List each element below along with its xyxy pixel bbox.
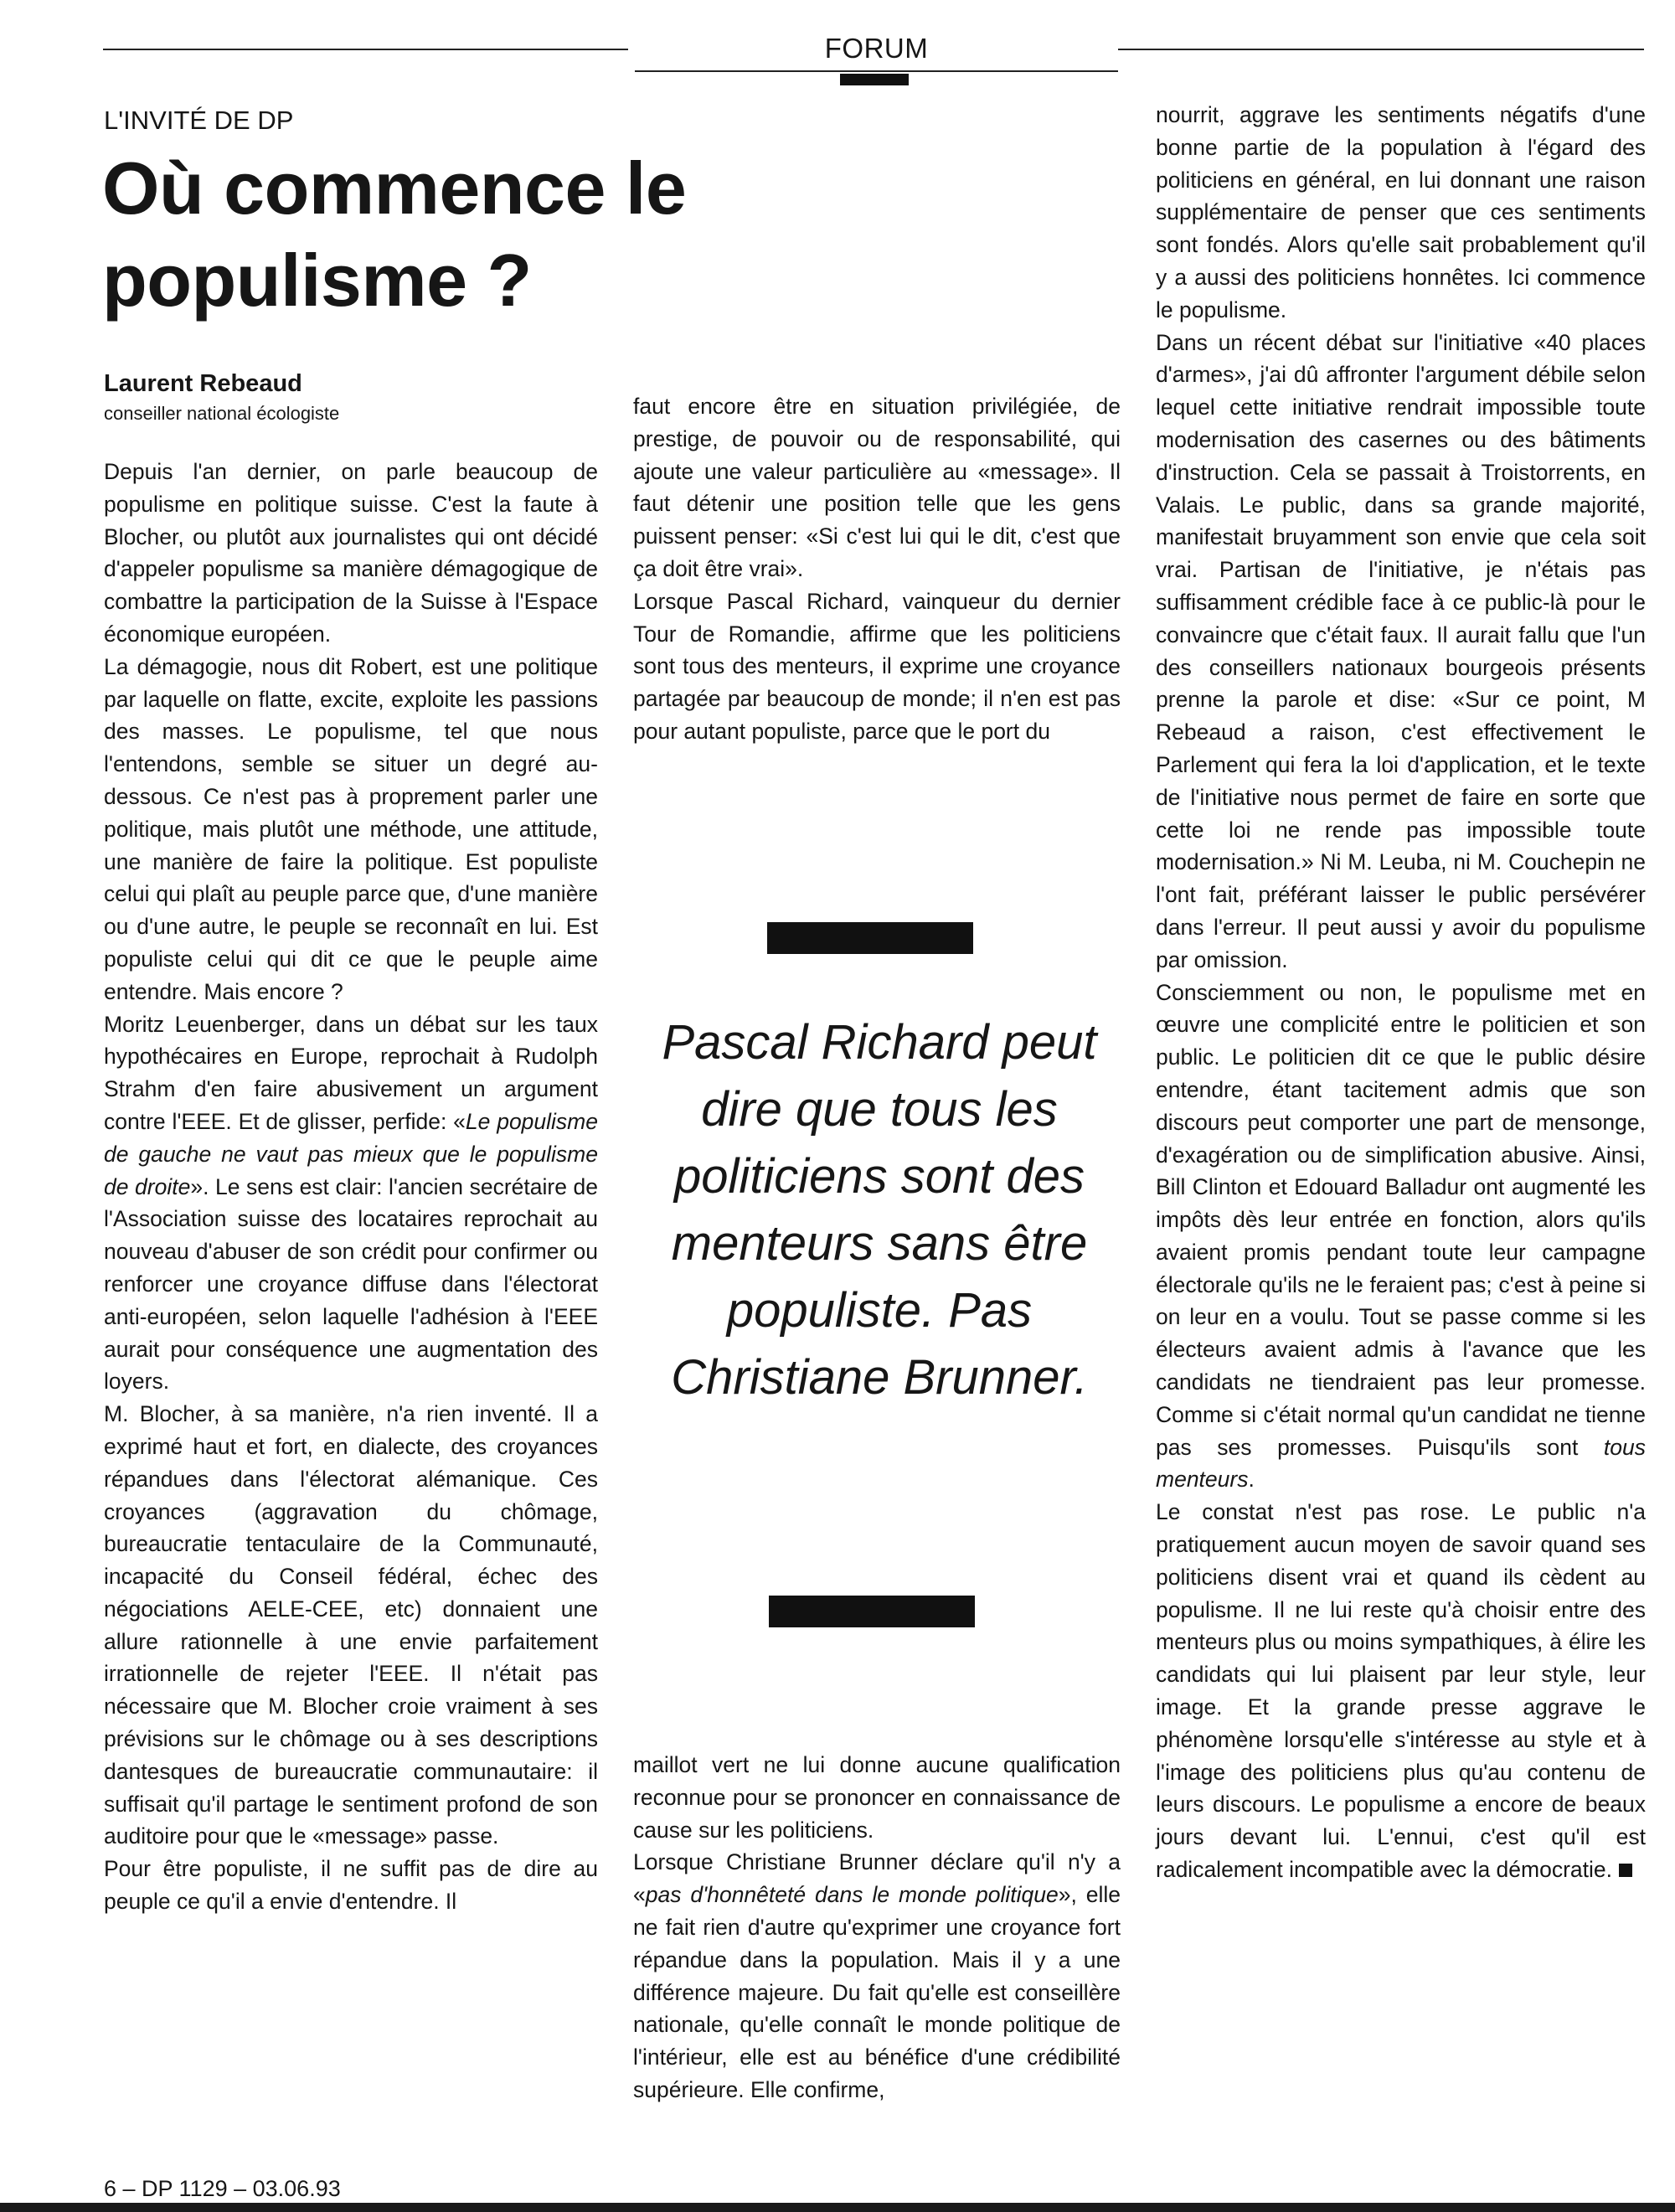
italic-phrase: tous menteurs	[1156, 1434, 1646, 1493]
section-tab-marker	[840, 74, 909, 85]
pull-quote-bar-bottom	[769, 1596, 975, 1627]
paragraph: Lorsque Pascal Richard, vainqueur du dernier Tour de Romandie, affirme que les politiciens sont tous des menteurs, il exprime une croyance partagée par beaucoup de monde; il n'en est pas pour autant populiste, parce que le port du	[633, 588, 1121, 744]
author-role: conseiller national écologiste	[104, 403, 340, 424]
column-2-bottom	[633, 1749, 1121, 2106]
paragraph: La démagogie, nous dit Robert, est une politique par laquelle on flatte, excite, exploite les passions des masses. Le populisme, tel que nous l'entendons, semble se situer un degré au-dessous. Ce n'est pas à proprement parler une politique, mais plutôt une méthode, une attitude, une manière de faire la politique. Est populiste celui qui plaît au peuple parce que, d'une manière ou d'une autre, le peuple se reconnaît en lui. Est populiste celui qui dit ce que le peuple aime entendre. Mais encore ?	[104, 653, 598, 1004]
article-title: Où commence le populisme ?	[102, 147, 687, 322]
paragraph: faut encore être en situation privilégiée, de prestige, de pouvoir ou de responsabilité, qui ajoute une valeur particulière au «message». Il faut détenir une position telle que les gens puissent penser: «Si c'est lui qui le dit, c'est que ça doit être vrai».	[633, 394, 1121, 581]
paragraph: Le constat n'est pas rose. Le public n'a pratiquement aucun moyen de savoir quand ses politiciens disent vrai et quand ils cèdent au populisme. Il ne lui reste qu'à choisir entre des menteurs plus ou moins sympathiques, à élire les candidats qui lui plaisent par leur style, leur image. Et la grande presse aggrave le phénomène lorsqu'elle s'intéresse au style et à l'image des politiciens plus qu'au contenu de leurs discours. Le populisme a encore de beaux jours devant lui. L'ennui, c'est qu'il est radicalement incompatible avec la démocratie.	[1156, 1499, 1646, 1883]
column-3	[1156, 99, 1646, 1886]
author-name: Laurent Rebeaud	[104, 370, 302, 397]
section-label: FORUM	[824, 33, 929, 64]
column-2-top	[633, 390, 1121, 748]
quote-leuenberger: Le populisme de gauche ne vaut pas mieux que le populisme de droite	[104, 1108, 598, 1199]
header-rule-left	[103, 49, 628, 50]
article-kicker: L'INVITÉ DE DP	[104, 106, 294, 135]
paragraph: M. Blocher, à sa manière, n'a rien inventé. Il a exprimé haut et fort, en dialecte, des croyances répandues dans l'électorat alémanique. Ces croyances (aggravation du chômage, bureaucratie tentaculaire de la Communauté, incapacité du Conseil fédéral, échec des négociations AELE-CEE, etc) donnaient une allure rationnelle à une envie parfaitement irrationnelle de rejeter l'EEE. Il n'était pas nécessaire que M. Blocher croie vraiment à ses prévisions sur le chômage ou à ses descriptions dantesques de bureaucratie communautaire: il suffisait qu'il partage le sentiment profond de son auditoire pour que le «message» passe.	[104, 1401, 598, 1849]
paragraph: maillot vert ne lui donne aucune qualification reconnue pour se prononcer en connaissance de cause sur les politiciens.	[633, 1752, 1121, 1843]
paragraph: Lorsque Christiane Brunner déclare qu'il n'y a «pas d'honnêteté dans le monde politique», elle ne fait rien d'autre qu'exprimer une croyance fort répandue dans la population. Mais il y a une différence majeure. Du fait qu'elle est conseillère nationale, qu'elle connaît le monde politique de l'intérieur, elle est au bénéfice d'une crédibilité supérieure. Elle confirme,	[633, 1849, 1121, 2102]
paragraph: Moritz Leuenberger, dans un débat sur les taux hypothécaires en Europe, reprochait à Rudolph Strahm d'en faire abusivement un argument contre l'EEE. Et de glisser, perfide: «Le populisme de gauche ne vaut pas mieux que le populisme de droite». Le sens est clair: l'ancien secrétaire de l'Association suisse des locataires reprochait au nouveau d'abuser de son crédit pour confirmer ou renforcer une croyance diffuse dans l'électorat anti-européen, selon laquelle l'adhésion à l'EEE aurait pour conséquence une augmentation des loyers.	[104, 1011, 598, 1395]
page-folio: 6 – DP 1129 – 03.06.93	[104, 2176, 341, 2201]
header-rule-right	[1118, 49, 1644, 50]
paragraph: Dans un récent débat sur l'initiative «40 places d'armes», j'ai dû affronter l'argument débile selon lequel cette initiative rendrait impossible toute modernisation des casernes ou des bâtiments d'instruction. Cela se passait à Troistorrents, en Valais. Le public, dans sa grande majorité, manifestait bruyamment son envie que cela soit vrai. Partisan de l'initiative, je n'étais pas suffisamment crédible face à ce public-là pour le convaincre que c'était faux. Il aurait fallu que l'un des conseillers nationaux bourgeois présents prenne la parole et dise: «Sur ce point, M Rebeaud a raison, c'est effectivement le Parlement qui fera la loi d'application, et le texte de l'initiative nous permet de faire en sorte que cette loi ne rende pas impossible toute modernisation.» Ni M. Leuba, ni M. Couchepin ne l'ont fait, préférant laisser le public persévérer dans l'erreur. Il peut aussi y avoir du populisme par omission.	[1156, 329, 1646, 972]
pull-quote-bar-top	[767, 922, 973, 954]
end-of-article-mark	[1619, 1864, 1632, 1877]
paragraph: Depuis l'an dernier, on parle beaucoup de populisme en politique suisse. C'est la faute à Blocher, ou plutôt aux journalistes qui ont décidé d'appeler populisme sa manière démagogique de combattre la participation de la Suisse à l'Espace économique européen.	[104, 459, 598, 647]
column-1	[104, 456, 598, 1918]
quote-brunner: pas d'honnêteté dans le monde politique	[645, 1882, 1059, 1908]
paragraph: Pour être populiste, il ne suffit pas de dire au peuple ce qu'il a envie d'entendre. Il	[104, 1856, 598, 1915]
pull-quote: Pascal Richard peut dire que tous les politiciens sont des menteurs sans être populiste. Pas Christiane Brunner.	[662, 1015, 1097, 1405]
page-bottom-edge	[0, 2203, 1675, 2212]
paragraph: Consciemment ou non, le populisme met en œuvre une complicité entre le politicien et son public. Le politicien dit ce que le public désire entendre, étant tacitement admis que son discours peut comporter une part de mensonge, d'exagération ou de simplification abusive. Ainsi, Bill Clinton et Edouard Balladur ont augmenté les impôts dès leur entrée en fonction, alors qu'ils avaient promis pendant toute leur campagne électorale qu'ils ne le feraient pas; c'est à peine si on leur en a voulu. Tout se passe comme si les électeurs avaient admis à l'avance que les candidats ne tiendraient pas leur promesse. Comme si c'était normal qu'un candidat ne tienne pas ses promesses. Puisqu'ils sont tous menteurs.	[1156, 979, 1646, 1493]
header-rule-center	[635, 70, 1118, 72]
paragraph: nourrit, aggrave les sentiments négatifs d'une bonne partie de la population à l'égard des politiciens en général, en lui donnant une raison supplémentaire de penser que ces sentiments sont fondés. Alors qu'elle sait probablement qu'il y a aussi des politiciens honnêtes. Ici commence le populisme.	[1156, 102, 1646, 322]
